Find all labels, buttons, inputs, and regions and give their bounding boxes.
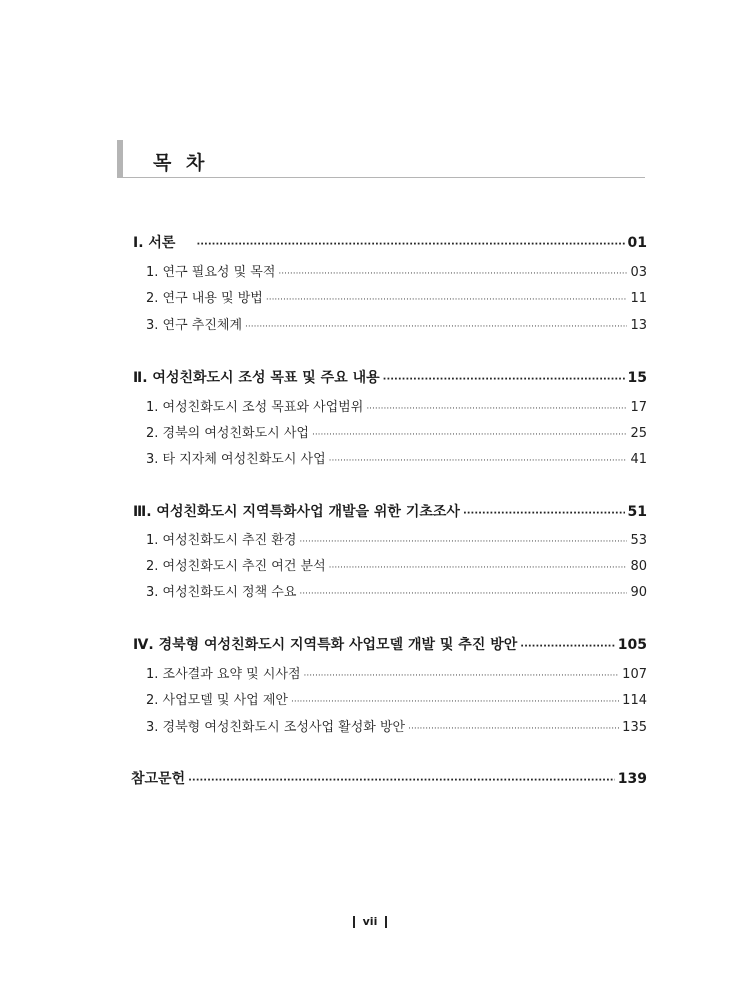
toc-item-2-3[interactable] xyxy=(146,448,647,467)
toc-page-number: 17 xyxy=(630,400,647,415)
toc-page-number: 53 xyxy=(630,533,647,548)
toc-leader-dots xyxy=(383,374,625,385)
toc-page-number: 15 xyxy=(627,370,647,386)
toc-item-label: 3. 타 지자체 여성친화도시 사업 xyxy=(146,452,326,467)
toc-page-number: 105 xyxy=(617,637,647,653)
toc-section-3[interactable] xyxy=(133,501,647,521)
toc-item-label: 3. 연구 추진체계 xyxy=(146,318,243,333)
page-title: 목 차 xyxy=(153,152,209,174)
page-footer xyxy=(0,915,740,928)
toc-item-3-1[interactable] xyxy=(146,529,647,548)
toc-page-number: 80 xyxy=(630,559,647,574)
toc-leader-dots xyxy=(299,589,627,599)
toc-item-label: 1. 조사결과 요약 및 시사점 xyxy=(146,667,301,682)
toc-page-number: 107 xyxy=(622,667,647,682)
toc-section-1[interactable] xyxy=(133,232,647,252)
footer-page-number: vii xyxy=(362,915,378,928)
footer-divider xyxy=(353,916,355,928)
toc-title-bar xyxy=(117,140,645,178)
toc-item-3-2[interactable] xyxy=(146,555,647,574)
toc-leader-dots xyxy=(188,775,615,786)
toc-leader-dots xyxy=(463,508,625,519)
toc-item-4-1[interactable] xyxy=(146,663,647,682)
toc-leader-dots xyxy=(299,537,627,547)
toc-page-number: 135 xyxy=(622,720,647,735)
toc-item-label: 1. 연구 필요성 및 목적 xyxy=(146,265,276,280)
toc-leader-dots xyxy=(520,641,614,652)
toc-item-label: 3. 경북형 여성친화도시 조성사업 활성화 방안 xyxy=(146,720,406,735)
toc-leader-dots xyxy=(366,404,627,414)
toc-section-label: Ⅰ. 서론 xyxy=(133,235,176,251)
toc-item-1-2[interactable] xyxy=(146,287,647,306)
toc-leader-dots xyxy=(245,322,627,332)
toc-page-number: 11 xyxy=(630,291,647,306)
toc-leader-dots xyxy=(196,239,624,250)
toc-section-label: Ⅱ. 여성친화도시 조성 목표 및 주요 내용 xyxy=(133,370,380,386)
toc-page-number: 13 xyxy=(630,318,647,333)
toc-item-label: 2. 사업모델 및 사업 제안 xyxy=(146,693,288,708)
toc-page-number: 139 xyxy=(617,771,647,787)
toc-leader-dots xyxy=(312,430,628,440)
toc-page-number: 41 xyxy=(630,452,647,467)
toc-item-label: 3. 여성친화도시 정책 수요 xyxy=(146,585,297,600)
toc-item-2-1[interactable] xyxy=(146,396,647,415)
toc-section-label: 참고문헌 xyxy=(131,771,186,787)
toc-page-number: 90 xyxy=(630,585,647,600)
toc-references[interactable] xyxy=(131,768,647,788)
toc-item-2-2[interactable] xyxy=(146,422,647,441)
toc-page-number: 25 xyxy=(630,426,647,441)
toc-section-label: Ⅳ. 경북형 여성친화도시 지역특화 사업모델 개발 및 추진 방안 xyxy=(133,637,518,653)
toc-section-4[interactable] xyxy=(133,634,647,654)
toc-item-4-3[interactable] xyxy=(146,716,647,735)
toc-page-number: 01 xyxy=(627,235,647,251)
toc-leader-dots xyxy=(304,671,620,681)
toc-item-label: 1. 여성친화도시 조성 목표와 사업범위 xyxy=(146,400,364,415)
toc-leader-dots xyxy=(408,724,619,734)
footer-divider xyxy=(385,916,387,928)
toc-page-number: 51 xyxy=(627,504,647,520)
toc-page-number: 114 xyxy=(622,693,647,708)
toc-item-label: 2. 여성친화도시 추진 여건 분석 xyxy=(146,559,326,574)
toc-leader-dots xyxy=(329,456,628,466)
toc-leader-dots xyxy=(278,269,627,279)
toc-leader-dots xyxy=(329,563,628,573)
toc-leader-dots xyxy=(291,697,619,707)
toc-item-label: 1. 여성친화도시 추진 환경 xyxy=(146,533,297,548)
toc-item-1-3[interactable] xyxy=(146,314,647,333)
toc-item-1-1[interactable] xyxy=(146,261,647,280)
toc-item-3-3[interactable] xyxy=(146,581,647,600)
toc-leader-dots xyxy=(266,295,628,305)
toc-item-label: 2. 연구 내용 및 방법 xyxy=(146,291,263,306)
toc-item-4-2[interactable] xyxy=(146,689,647,708)
toc-section-2[interactable] xyxy=(133,367,647,387)
toc-page-number: 03 xyxy=(630,265,647,280)
toc-item-label: 2. 경북의 여성친화도시 사업 xyxy=(146,426,309,441)
toc-section-label: Ⅲ. 여성친화도시 지역특화사업 개발을 위한 기초조사 xyxy=(133,504,460,520)
